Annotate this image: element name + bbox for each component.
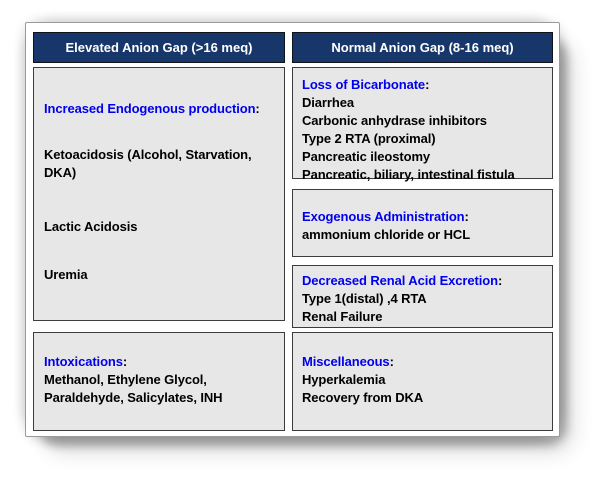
cell-heading: [302, 208, 548, 226]
cell-heading: [44, 100, 276, 118]
column-header-elevated-anion-gap: Elevated Anion Gap (>16 meq): [33, 32, 285, 63]
cell-heading: [302, 272, 548, 290]
cell-heading: [44, 353, 276, 371]
cell-item: Ketoacidosis (Alcohol, Starvation, DKA): [44, 147, 252, 180]
cell-item: Pancreatic, biliary, intestinal fistula: [302, 167, 515, 182]
cell-item: Methanol, Ethylene Glycol, Paraldehyde, Salicylates, INH: [44, 372, 223, 405]
cell-item: Type 2 RTA (proximal): [302, 131, 436, 146]
cell-intoxications: [33, 332, 285, 431]
cell-heading: [302, 353, 548, 371]
cell-decreased-renal-acid-excretion: [292, 265, 553, 328]
heading-text: Miscellaneous: [302, 354, 390, 369]
heading-colon: :: [122, 354, 128, 369]
cell-item: Type 1(distal) ,4 RTA: [302, 291, 427, 306]
cell-item: Diarrhea: [302, 95, 354, 110]
anion-gap-table: [25, 22, 560, 437]
cell-item: Hyperkalemia: [302, 372, 386, 387]
cell-item: Recovery from DKA: [302, 390, 424, 405]
column-normal-anion-gap: [292, 32, 553, 431]
heading-colon: :: [425, 77, 430, 92]
heading-text: Intoxications: [44, 354, 123, 369]
heading-colon: :: [464, 209, 469, 224]
heading-colon: :: [497, 273, 503, 288]
cell-exogenous-administration: [292, 189, 553, 257]
cell-item: Pancreatic ileostomy: [302, 149, 431, 164]
cell-heading: [302, 76, 548, 94]
cell-item: Uremia: [44, 267, 88, 282]
cell-item: Renal Failure: [302, 309, 383, 324]
column-header-normal-anion-gap: Normal Anion Gap (8-16 meq): [292, 32, 553, 63]
cell-item: ammonium chloride or HCL: [302, 227, 471, 242]
cell-item: Lactic Acidosis: [44, 219, 138, 234]
heading-text: Decreased Renal Acid Excretion: [302, 273, 498, 288]
cell-item: Carbonic anhydrase inhibitors: [302, 113, 487, 128]
cell-miscellaneous: [292, 332, 553, 431]
heading-colon: :: [255, 101, 260, 116]
heading-colon: :: [389, 354, 394, 369]
cell-increased-endogenous-production: [33, 67, 285, 321]
cell-loss-of-bicarbonate: [292, 67, 553, 182]
heading-text: Exogenous Administration: [302, 209, 465, 224]
column-elevated-anion-gap: [33, 32, 285, 431]
heading-text: Increased Endogenous production: [44, 101, 256, 116]
heading-text: Loss of Bicarbonate: [302, 77, 426, 92]
